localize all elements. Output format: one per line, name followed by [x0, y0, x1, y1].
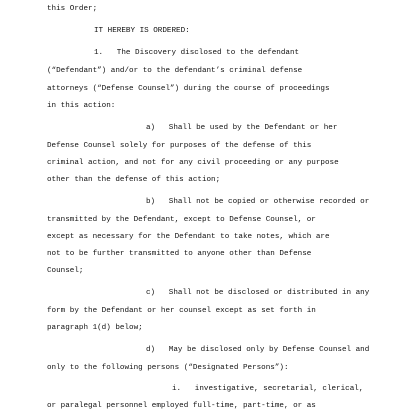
text-line: criminal action, and not for any civil proceeding or any purpose — [47, 159, 339, 167]
subparagraph-b-start: b) Shall not be copied or otherwise recorded or — [146, 198, 370, 206]
text-line: not to be further transmitted to anyone other than Defense — [47, 250, 312, 258]
text-line: (“Defendant”) and/or to the defendant’s criminal defense — [47, 67, 303, 75]
text-line: or paralegal personnel employed full-time, part-time, or as — [47, 402, 316, 410]
text-line: transmitted by the Defendant, except to Defense Counsel, or — [47, 216, 316, 224]
text-line: form by the Defendant or her counsel except as set forth in — [47, 307, 316, 315]
text-line: Counsel; — [47, 267, 84, 275]
text-line: except as necessary for the Defendant to take notes, which are — [47, 233, 330, 241]
subparagraph-d-start: d) May be disclosed only by Defense Counsel and — [146, 346, 370, 354]
text-line: attorneys (“Defense Counsel”) during the course of proceedings — [47, 85, 330, 93]
section-heading: IT HEREBY IS ORDERED: — [94, 27, 190, 35]
text-line: only to the following persons (“Designated Persons”): — [47, 364, 289, 372]
text-line: other than the defense of this action; — [47, 176, 221, 184]
paragraph-1-start: 1. The Discovery disclosed to the defendant — [94, 49, 300, 57]
subparagraph-a-start: a) Shall be used by the Defendant or her — [146, 124, 338, 132]
text-line: Defense Counsel solely for purposes of the defense of this — [47, 142, 312, 150]
text-line: paragraph 1(d) below; — [47, 324, 143, 332]
subparagraph-c-start: c) Shall not be disclosed or distributed in any — [146, 289, 370, 297]
item-i-start: i. investigative, secretarial, clerical, — [172, 385, 364, 393]
text-line: in this action: — [47, 102, 116, 110]
text-line: this Order; — [47, 5, 98, 13]
